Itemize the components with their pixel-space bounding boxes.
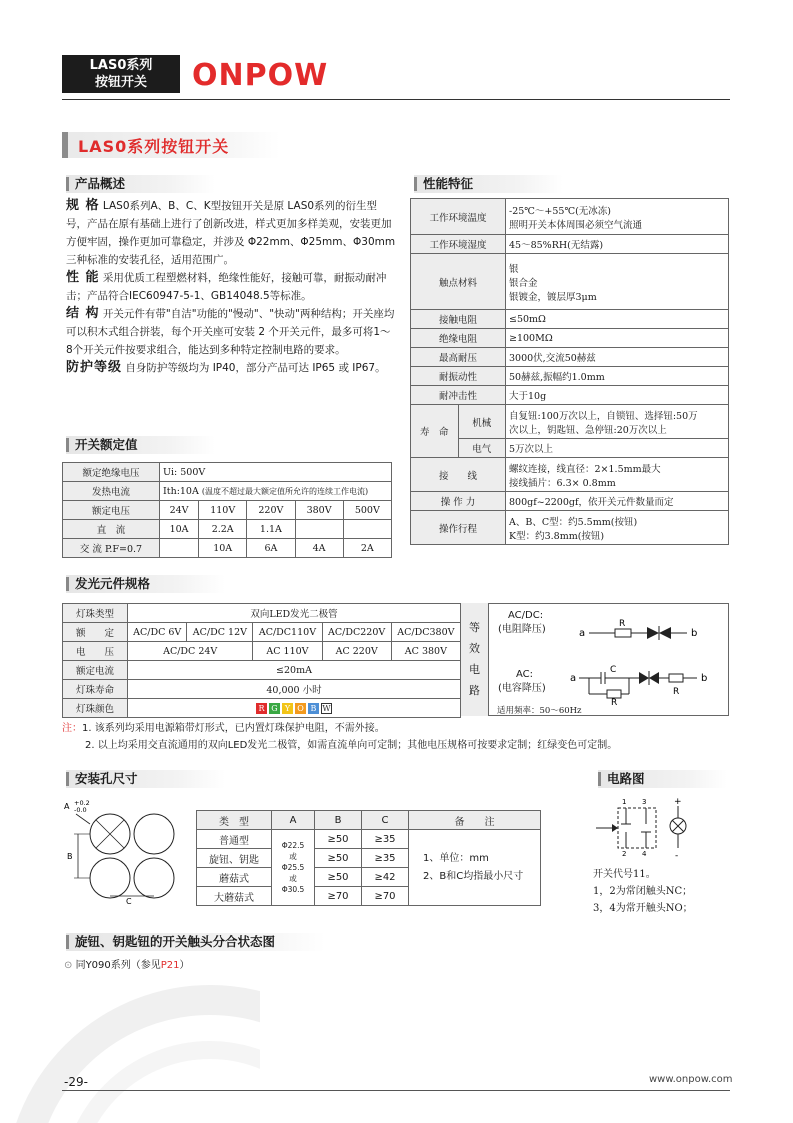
mount-type: 旋钮、钥匙	[197, 849, 272, 868]
color-chip-blue: B	[308, 703, 319, 714]
led-voltage: AC/DC380V	[391, 623, 460, 642]
led-color-label: 灯珠颜色	[63, 699, 128, 718]
a-value: Φ25.5	[281, 863, 305, 872]
led-table	[62, 603, 461, 718]
perf-label: 绝缘电阻	[411, 329, 506, 348]
resistor-label: R	[619, 619, 626, 629]
section-heading-mounting: 安装孔尺寸	[66, 770, 225, 788]
perf-label: 性 能	[66, 270, 100, 285]
tol-plus: +0.2	[74, 799, 90, 807]
rating-dc	[295, 520, 343, 539]
led-voltage-label-1: 额 定	[63, 623, 128, 642]
node-a: a	[579, 628, 586, 639]
perf-value: 50赫兹,振幅约1.0mm	[506, 367, 729, 386]
note-1	[62, 720, 742, 737]
spec-label: 规 格	[66, 198, 100, 213]
mount-a-values	[272, 830, 315, 906]
resistor-label: R	[611, 698, 618, 706]
remark-line: 2、B和C均指最小尺寸	[423, 870, 524, 882]
mount-header: B	[315, 811, 362, 830]
led-current-value: ≤20mA	[128, 661, 461, 680]
rating-label-thermal: 发热电流	[63, 482, 160, 501]
led-life-label: 灯珠寿命	[63, 680, 128, 699]
rating-value-thermal	[160, 482, 392, 501]
mount-c: ≥35	[362, 830, 409, 849]
equiv-char: 等	[469, 621, 480, 634]
mount-type: 大蘑菇式	[197, 887, 272, 906]
rating-dc: 1.1A	[247, 520, 295, 539]
rating-label-ac: 交 流 P.F=0.7	[63, 539, 160, 558]
pin-label: 1	[622, 798, 627, 806]
perf-value	[506, 254, 729, 310]
wiring-line: 接线插片：6.3× 0.8mm	[509, 477, 616, 489]
led-voltage: AC 110V	[253, 642, 322, 661]
rating-voltage: 24V	[160, 501, 199, 520]
a-value: 或	[289, 874, 297, 883]
perf-value: ≥100MΩ	[506, 329, 729, 348]
dim-c-label: C	[126, 897, 132, 906]
rating-ac: 6A	[247, 539, 295, 558]
perf-label: 耐冲击性	[411, 386, 506, 405]
onpow-logo: ONPOW	[192, 58, 329, 93]
perf-value: 3000伏,交流50赫兹	[506, 348, 729, 367]
minus-sign: -	[675, 851, 679, 860]
mount-header: 备 注	[409, 811, 541, 830]
mount-b: ≥50	[315, 868, 362, 887]
rating-label-dc: 直 流	[63, 520, 160, 539]
node-a: a	[570, 673, 577, 684]
struct-text: 开关元件有带"自洁"功能的"慢动"、"快动"两种结构；开关座均可以积木式组合拼装，每个开关座可安装 2 个开关元件，最多可将1～8个开关元件按要求组合，能达到多种特定控制电路的要求。	[66, 308, 395, 356]
perf-text: 采用优质工程塑燃材料，绝缘性能好，接触可靠，耐振动耐冲击；产品符合IEC60947-5-1、GB14048.5等标准。	[66, 272, 387, 302]
rating-label-insulation: 额定绝缘电压	[63, 463, 160, 482]
led-voltage-label-2: 电 压	[63, 642, 128, 661]
footer-divider	[62, 1090, 730, 1091]
life-mech-label: 机械	[458, 405, 506, 439]
ac-title: AC:	[516, 669, 534, 680]
mount-type: 蘑菇式	[197, 868, 272, 887]
perf-value-line: -25℃～+55℃(无冰冻)	[509, 205, 612, 217]
series-line-1: LAS0系列	[89, 58, 153, 73]
frequency-note: 适用频率：50～60Hz	[497, 706, 582, 716]
mount-remarks	[409, 830, 541, 906]
series-badge	[62, 55, 180, 93]
led-voltage: AC/DC110V	[253, 623, 322, 642]
dim-b-label: B	[67, 852, 73, 861]
led-voltage: AC/DC 24V	[128, 642, 253, 661]
circuit-line-2: 3，4为常开触头NO；	[593, 903, 693, 914]
mount-header: A	[272, 811, 315, 830]
perf-label: 最高耐压	[411, 348, 506, 367]
perf-value	[506, 199, 729, 235]
a-value: Φ30.5	[281, 885, 305, 894]
thermal-note: (温度不超过最大额定值所允许的连续工作电流)	[201, 486, 369, 496]
bullet-icon: ⊙	[64, 960, 73, 971]
rating-dc: 10A	[160, 520, 199, 539]
ac-circuit-diagram	[567, 662, 727, 706]
color-chip-red: R	[256, 703, 267, 714]
plus-sign: +	[674, 797, 682, 807]
performance-table	[410, 198, 729, 545]
life-label: 寿 命	[411, 405, 459, 458]
led-life-value: 40,000 小时	[128, 680, 461, 699]
mount-header: 类 型	[197, 811, 272, 830]
life-elec-label: 电气	[458, 439, 506, 458]
perf-label: 工作环境湿度	[411, 235, 506, 254]
contact-ref-close: ）	[179, 960, 190, 971]
a-value: Φ22.5	[281, 841, 305, 850]
protect-label: 防护等级	[66, 360, 123, 375]
wiring-label: 接 线	[411, 458, 506, 492]
switch-circuit-diagram	[590, 794, 700, 860]
ac-circuit-label	[498, 668, 546, 696]
perf-value-line: 银镀金，镀层厚3μm	[509, 291, 597, 303]
rating-ac: 10A	[199, 539, 247, 558]
perf-label: 工作环境温度	[411, 199, 506, 235]
dim-a-label: A	[64, 802, 70, 811]
dc-circuit-diagram	[575, 615, 725, 645]
led-voltage: AC/DC 12V	[187, 623, 253, 642]
rating-dc	[343, 520, 391, 539]
note-prefix: 注：	[62, 723, 82, 734]
life-mech-line: 自复钮:100万次以上，自锁钮、选择钮:50万	[509, 410, 698, 422]
mounting-hole-diagram	[62, 796, 190, 906]
rating-voltage: 500V	[343, 501, 391, 520]
rating-dc: 2.2A	[199, 520, 247, 539]
perf-value: 45～85%RH(无结露)	[506, 235, 729, 254]
color-chip-yellow: Y	[282, 703, 293, 714]
section-heading-performance: 性能特征	[414, 175, 563, 193]
life-mech-value	[506, 405, 729, 439]
mount-c: ≥35	[362, 849, 409, 868]
rating-voltage: 380V	[295, 501, 343, 520]
circuit-code: 开关代号11。	[593, 869, 656, 880]
capacitor-label: C	[610, 665, 617, 675]
overview-text	[66, 197, 396, 377]
perf-value-line: 银合金	[509, 277, 538, 289]
mount-b: ≥50	[315, 830, 362, 849]
title-bar-accent	[62, 132, 68, 158]
contact-ref-page[interactable]: P21	[160, 960, 180, 971]
notes	[62, 720, 742, 754]
perf-value-line: 照明开关本体周围必须空气流通	[509, 219, 643, 231]
rating-voltage: 110V	[199, 501, 247, 520]
pin-label: 2	[622, 850, 627, 858]
section-heading-overview: 产品概述	[66, 175, 215, 193]
perf-value-line: 银	[509, 263, 519, 275]
circuit-legend	[593, 866, 693, 917]
led-voltage: AC/DC 6V	[128, 623, 187, 642]
led-voltage: AC/DC220V	[322, 623, 391, 642]
section-heading-rating: 开关额定值	[66, 436, 215, 454]
protect-paragraph	[66, 359, 396, 377]
section-heading-circuit: 电路图	[598, 770, 727, 788]
dc-sub: (电阻降压)	[498, 624, 546, 635]
travel-line: K型：约3.8mm(按钮)	[509, 530, 605, 542]
led-type-value: 双向LED发光二极管	[128, 604, 461, 623]
node-b: b	[691, 628, 698, 639]
equiv-char: 路	[469, 684, 480, 697]
struct-label: 结 构	[66, 306, 100, 321]
perf-value: ≤50mΩ	[506, 310, 729, 329]
travel-label: 操作行程	[411, 511, 506, 545]
series-line-2: 按钮开关	[94, 75, 147, 90]
wiring-line: 螺纹连接，线直径：2×1.5mm最大	[509, 463, 661, 475]
note-1-text: 1. 该系列均采用电源箱带灯形式，已内置灯珠保护电阻，不需外接。	[82, 723, 385, 734]
contact-ref-text: 同Y090系列（参见	[75, 960, 161, 971]
life-mech-line: 次以上，钥匙钮、急停钮:20万次以上	[509, 424, 667, 436]
wiring-value	[506, 458, 729, 492]
thermal-current: Ith:10A	[163, 485, 199, 497]
protect-text: 自身防护等级均为 IP40，部分产品可达 IP65 或 IP67。	[125, 362, 386, 374]
struct-paragraph	[66, 305, 396, 359]
led-voltage: AC 380V	[391, 642, 460, 661]
tol-minus: -0.0	[74, 806, 87, 814]
remark-line: 1、单位：mm	[423, 852, 489, 864]
force-value: 800gf~2200gf，依开关元件数量而定	[506, 492, 729, 511]
note-2: 2. 以上均采用交直流通用的双向LED发光二极管，如需直流单向可定制；其他电压规格可按要求定制；红绿变色可定制。	[85, 740, 618, 751]
rating-value-insulation: Ui: 500V	[160, 463, 392, 482]
mounting-table	[196, 810, 541, 906]
spec-text: LAS0系列A、B、C、K型按钮开关是原 LAS0系列的衍生型号，产品在原有基础上进行了创新改进，样式更加多样美观，安装更加方便牢固，操作更加可靠稳定，并涉及 Φ22mm、Φ25mm、Φ30mm三种标准的安装孔径，适用范围广。	[66, 200, 396, 266]
dc-title: AC/DC:	[508, 610, 544, 621]
dc-circuit-label	[498, 609, 546, 637]
website-url[interactable]: www.onpow.com	[649, 1074, 733, 1085]
header-divider	[62, 99, 730, 100]
section-heading-contact: 旋钮、钥匙钮的开关触头分合状态图	[66, 933, 325, 951]
section-heading-led: 发光元件规格	[66, 575, 225, 593]
rating-table	[62, 462, 392, 558]
led-type-label: 灯珠类型	[63, 604, 128, 623]
circuit-line-1: 1，2为常闭触头NC；	[593, 886, 693, 897]
rating-ac	[160, 539, 199, 558]
background-arc-watermark	[0, 960, 260, 1123]
rating-label-voltage: 额定电压	[63, 501, 160, 520]
led-current-label: 额定电流	[63, 661, 128, 680]
color-chip-orange: O	[295, 703, 306, 714]
equiv-char: 效	[469, 642, 480, 655]
force-label: 操 作 力	[411, 492, 506, 511]
perf-value: 大于10g	[506, 386, 729, 405]
spec-paragraph	[66, 197, 396, 269]
equiv-char: 电	[469, 663, 480, 676]
mount-c: ≥42	[362, 868, 409, 887]
node-b: b	[701, 673, 708, 684]
led-voltage: AC 220V	[322, 642, 391, 661]
perf-label: 触点材料	[411, 254, 506, 310]
mount-b: ≥50	[315, 849, 362, 868]
resistor-label: R	[673, 687, 680, 697]
a-value: 或	[289, 852, 297, 861]
pin-label: 4	[642, 850, 647, 858]
ac-sub: (电容降压)	[498, 683, 546, 694]
perf-paragraph	[66, 269, 396, 305]
rating-ac: 2A	[343, 539, 391, 558]
rating-ac: 4A	[295, 539, 343, 558]
perf-label: 接触电阻	[411, 310, 506, 329]
page-title: LAS0系列按钮开关	[78, 137, 230, 156]
pin-label: 3	[642, 798, 647, 806]
travel-line: A、B、C型：约5.5mm(按钮)	[509, 516, 638, 528]
travel-value	[506, 511, 729, 545]
page-number: -29-	[64, 1075, 88, 1089]
contact-reference	[64, 956, 190, 971]
color-chip-white: W	[322, 703, 331, 713]
life-elec-value: 5万次以上	[506, 439, 729, 458]
mount-b: ≥70	[315, 887, 362, 906]
mount-c: ≥70	[362, 887, 409, 906]
mount-type: 普通型	[197, 830, 272, 849]
rating-voltage: 220V	[247, 501, 295, 520]
perf-label: 耐振动性	[411, 367, 506, 386]
color-chip-green: G	[269, 703, 280, 714]
equiv-circuit-label	[461, 603, 489, 716]
mount-header: C	[362, 811, 409, 830]
led-color-chips	[128, 699, 461, 718]
